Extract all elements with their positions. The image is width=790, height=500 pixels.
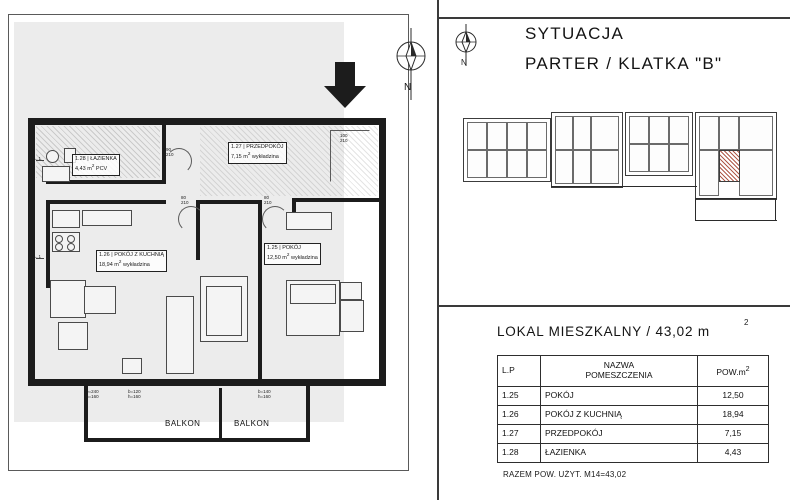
- unit-cell: [507, 122, 527, 150]
- washbasin: [46, 150, 59, 163]
- room-code: 1.27: [231, 144, 242, 150]
- unit-cell: [555, 116, 573, 150]
- balcony-label-right: BALKON: [234, 419, 270, 428]
- panel-divider-top: [437, 17, 790, 19]
- unit-cell: [649, 144, 669, 172]
- header-pow: $POW.m^2$: [698, 356, 769, 387]
- stove-burner-icon: [67, 243, 75, 251]
- dimension-door-4: 100 210: [340, 133, 348, 143]
- unit-cell: [719, 116, 739, 150]
- room-floor: wykładzina: [122, 262, 150, 269]
- cell-pow: 18,94: [698, 406, 769, 425]
- corridor-line-4: [775, 198, 776, 220]
- balcony-bottom-wall: [84, 438, 310, 442]
- unit-cell: [739, 116, 773, 150]
- dimension-door-3: 80 210: [264, 195, 272, 205]
- room-label-hall: 1.27 | PRZEDPOKÓJ 7,15 $m^2$ wykładzina: [228, 142, 287, 164]
- situation-site-plan: [459, 110, 779, 240]
- room-name: POKÓJ Z KUCHNIĄ: [114, 252, 165, 258]
- cell-pow: 7,15: [698, 425, 769, 444]
- side-table: [122, 358, 142, 374]
- unit-cell: [629, 144, 649, 172]
- unit-cell: [699, 150, 719, 196]
- summary-heading: LOKAL MIESZKALNY / 43,02 m: [497, 324, 710, 339]
- room-unit: m: [243, 154, 248, 161]
- compass-north-label: N: [404, 82, 412, 93]
- kitchen-counter: [52, 210, 80, 228]
- unit-cell: [699, 116, 719, 150]
- stove-burner-icon: [55, 243, 63, 251]
- title-line-2: PARTER / KLATKA "B": [525, 54, 723, 73]
- unit-cell: [739, 150, 773, 196]
- wall-hall-strip: [46, 200, 166, 204]
- unit-cell: [573, 116, 591, 150]
- dimension-window-2: b=120 h=160: [128, 389, 141, 399]
- door-kitchen: [178, 206, 204, 232]
- room-code: 1.25: [267, 245, 278, 251]
- table-row: [498, 406, 769, 425]
- room-area: 18,94: [99, 262, 113, 269]
- room-area: 12,50: [267, 255, 281, 262]
- room-name: ŁAZIENKA: [90, 156, 117, 162]
- compass-rose-situation: [449, 22, 483, 82]
- wall-bottom: [28, 379, 386, 386]
- section-marker-b: ←1: [34, 254, 42, 259]
- panel-divider-vertical: [437, 0, 439, 500]
- corridor-line-5: [695, 220, 777, 221]
- room-unit: m: [87, 166, 92, 173]
- room-floor: wykładzina: [251, 154, 279, 161]
- unit-cell: [669, 116, 689, 144]
- unit-cell: [573, 150, 591, 184]
- cell-pow: 12,50: [698, 387, 769, 406]
- table-header-row: [498, 356, 769, 387]
- areas-table: [497, 355, 769, 463]
- wall-right-top: [292, 198, 382, 202]
- unit-cell: [467, 122, 487, 150]
- summary-heading-superscript: 2: [744, 318, 749, 327]
- wardrobe: [166, 296, 194, 374]
- bathtub: [42, 166, 70, 182]
- balcony-divider: [219, 388, 222, 440]
- unit-cell: [527, 150, 547, 178]
- title-line-1: SYTUACJA: [525, 24, 625, 43]
- room-label-kitchen-living: 1.26 | POKÓJ Z KUCHNIĄ 18,94 $m^2$ wykładzina: [96, 250, 167, 272]
- stove-burner-icon: [55, 235, 63, 243]
- balcony-right-wall: [306, 386, 310, 442]
- dining-table: [84, 286, 116, 314]
- cell-lp: 1.28: [498, 444, 541, 463]
- wall-hall-bottom: [196, 200, 262, 204]
- bedroom-desk: [286, 212, 332, 230]
- room-unit: m: [114, 262, 119, 269]
- right-panel: [437, 0, 790, 500]
- unit-cell: [591, 116, 619, 150]
- armchair: [50, 280, 86, 318]
- unit-cell: [649, 116, 669, 144]
- cell-name: PRZEDPOKÓJ: [541, 425, 698, 444]
- dimension-door-2: 80 210: [181, 195, 189, 205]
- title-block: [525, 24, 790, 84]
- room-floor: wykładzina: [290, 255, 318, 262]
- unit-cell: [527, 122, 547, 150]
- room-label-bathroom: 1.28 | ŁAZIENKA 4,43 $m^2$ PCV: [72, 154, 120, 176]
- bed-pillow: [290, 284, 336, 304]
- dimension-door-1: 90 210: [166, 147, 174, 157]
- unit-cell: [507, 150, 527, 178]
- room-code: 1.28: [75, 156, 86, 162]
- cell-name: POKÓJ: [541, 387, 698, 406]
- highlighted-unit: [719, 150, 740, 182]
- unit-cell: [467, 150, 487, 178]
- corridor-line-3: [695, 198, 696, 220]
- sofa-cushion: [206, 286, 242, 336]
- cell-lp: 1.26: [498, 406, 541, 425]
- cell-lp: 1.25: [498, 387, 541, 406]
- panel-divider-mid: [437, 305, 790, 307]
- bedroom-wardrobe: [340, 300, 364, 332]
- corridor-line: [551, 186, 697, 187]
- wall-top: [28, 118, 386, 125]
- unit-cell: [487, 122, 507, 150]
- nightstand: [340, 282, 362, 300]
- wall-mid-lower: [258, 200, 262, 386]
- table-row: [498, 444, 769, 463]
- table-row: [498, 387, 769, 406]
- cell-pow: 4,43: [698, 444, 769, 463]
- table-footer-total: RAZEM POW. UŻYT. M14=43,02: [503, 470, 627, 479]
- corridor-line-2: [695, 198, 777, 199]
- unit-cell: [555, 150, 573, 184]
- room-name: POKÓJ: [282, 245, 301, 251]
- dimension-window-3: b=140 h=160: [258, 389, 271, 399]
- dimension-window-1: b=240 h=160: [86, 389, 99, 399]
- balcony-label-left: BALKON: [165, 419, 201, 428]
- compass-rose-plan: [390, 24, 432, 104]
- cell-lp: 1.27: [498, 425, 541, 444]
- stove-burner-icon: [67, 235, 75, 243]
- unit-cell: [669, 144, 689, 172]
- door-bedroom: [262, 206, 288, 232]
- section-marker-a: ←1: [34, 156, 42, 161]
- header-lp: L.P: [498, 356, 541, 387]
- room-floor: PCV: [95, 166, 108, 173]
- cell-name: ŁAZIENKA: [541, 444, 698, 463]
- entrance-arrow: [322, 62, 368, 110]
- room-label-bedroom: 1.25 | POKÓJ 12,50 $m^2$ wykładzina: [264, 243, 321, 265]
- room-area: 4,43: [75, 166, 86, 173]
- compass-north-label-situation: N: [461, 58, 467, 67]
- table-row: [498, 425, 769, 444]
- unit-cell: [591, 150, 619, 184]
- wall-right: [379, 118, 386, 386]
- kitchen-upper-cabinet: [82, 210, 132, 226]
- sofa: [58, 322, 88, 350]
- room-unit: m: [282, 255, 287, 262]
- unit-cell: [629, 116, 649, 144]
- unit-cell: [487, 150, 507, 178]
- cell-name: POKÓJ Z KUCHNIĄ: [541, 406, 698, 425]
- room-area: 7,15: [231, 154, 242, 161]
- room-name: PRZEDPOKÓJ: [246, 144, 284, 150]
- header-nazwa: NAZWA POMESZCZENIA: [541, 356, 698, 387]
- room-code: 1.26: [99, 252, 110, 258]
- wall-kitchen-left: [46, 200, 50, 288]
